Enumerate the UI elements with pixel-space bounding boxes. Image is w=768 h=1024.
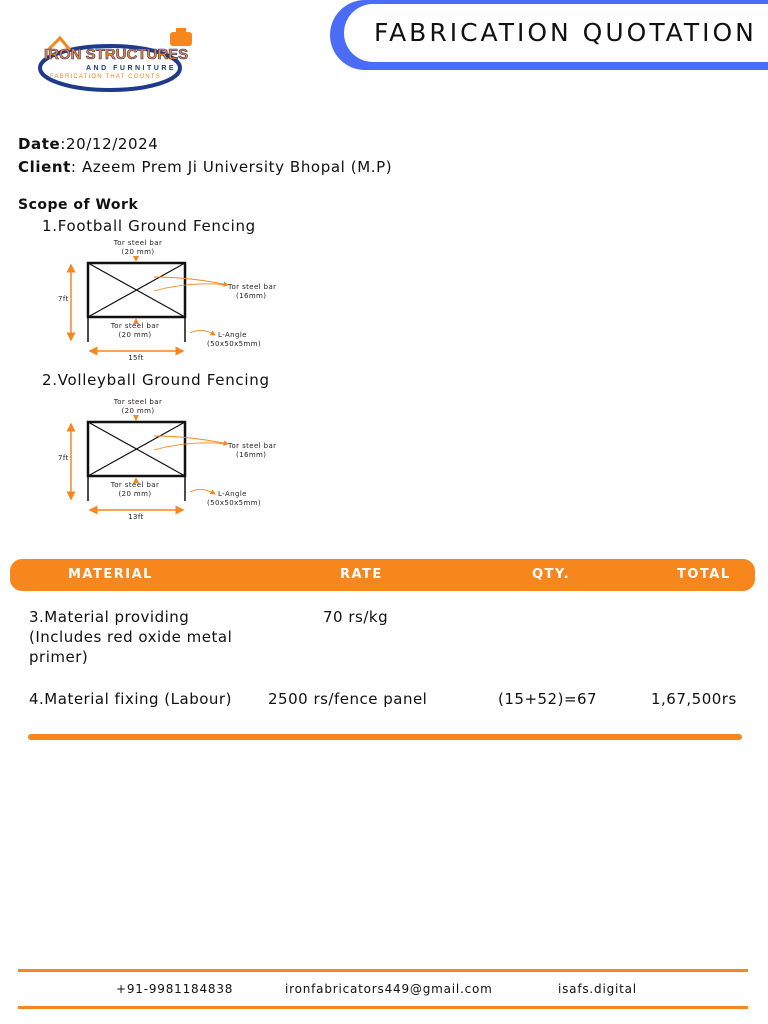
date-label: Date bbox=[18, 135, 61, 153]
angle-size: (50x50x5mm) bbox=[207, 340, 262, 348]
table-bottom-rule bbox=[28, 734, 742, 740]
scope-item-volleyball: 2.Volleyball Ground Fencing bbox=[42, 371, 270, 389]
side-bar-pointer-2 bbox=[154, 443, 228, 450]
company-logo bbox=[38, 28, 200, 94]
logo-sofa-icon bbox=[170, 32, 192, 46]
bottom-bar-size: (20 mm) bbox=[118, 331, 152, 339]
table-row-2-total: 1,67,500rs bbox=[651, 690, 737, 708]
header-material: MATERIAL bbox=[68, 567, 153, 582]
client-label: Client bbox=[18, 158, 71, 176]
client-line bbox=[18, 158, 392, 176]
table-row-1-rate: 70 rs/kg bbox=[323, 608, 389, 626]
side-bar-size: (16mm) bbox=[236, 292, 267, 300]
side-bar-label: Tor steel bar bbox=[228, 283, 277, 291]
side-bar-pointer-2 bbox=[154, 284, 228, 291]
date-line bbox=[18, 135, 158, 153]
width-label: 15ft bbox=[128, 354, 144, 362]
height-label: 7ft bbox=[58, 295, 69, 303]
top-bar-size: (20 mm) bbox=[121, 248, 155, 256]
row-1-material-line3: primer) bbox=[29, 648, 89, 666]
document-title: FABRICATION QUOTATION bbox=[374, 18, 757, 47]
logo-line2: AND FURNITURE bbox=[86, 65, 177, 72]
angle-pointer bbox=[190, 330, 215, 335]
top-bar-label: Tor steel bar bbox=[113, 398, 163, 406]
date-value: :20/12/2024 bbox=[60, 135, 159, 153]
row-1-material-line1: 3.Material providing bbox=[29, 608, 190, 626]
top-bar-size: (20 mm) bbox=[121, 407, 155, 415]
table-row-2-qty: (15+52)=67 bbox=[498, 690, 598, 708]
side-bar-size: (16mm) bbox=[236, 451, 267, 459]
table-row-1-material bbox=[29, 607, 269, 667]
angle-label: L-Angle bbox=[218, 490, 247, 498]
football-fence-diagram bbox=[50, 237, 290, 367]
width-label: 13ft bbox=[128, 513, 144, 521]
footer-bottom-rule bbox=[18, 1006, 748, 1009]
table-row-2-material: 4.Material fixing (Labour) bbox=[29, 690, 232, 708]
header-rate: RATE bbox=[340, 567, 383, 582]
angle-pointer bbox=[190, 489, 215, 494]
logo-sofa-back bbox=[176, 28, 186, 34]
row-1-material-line2: (Includes red oxide metal bbox=[29, 628, 233, 646]
angle-size: (50x50x5mm) bbox=[207, 499, 262, 507]
client-value: : Azeem Prem Ji University Bhopal (M.P) bbox=[70, 158, 393, 176]
angle-label: L-Angle bbox=[218, 331, 247, 339]
logo-line1: IRON STRUCTURES bbox=[44, 46, 189, 63]
footer-phone[interactable]: +91-9981184838 bbox=[116, 982, 234, 996]
top-bar-label: Tor steel bar bbox=[113, 239, 163, 247]
footer-website[interactable]: isafs.digital bbox=[558, 982, 637, 996]
scope-heading: Scope of Work bbox=[18, 197, 139, 213]
side-bar-label: Tor steel bar bbox=[228, 442, 277, 450]
header-qty: QTY. bbox=[532, 567, 571, 582]
scope-item-football: 1.Football Ground Fencing bbox=[42, 217, 256, 235]
footer-email[interactable]: ironfabricators449@gmail.com bbox=[285, 982, 493, 996]
volleyball-fence-diagram bbox=[50, 396, 290, 526]
height-label: 7ft bbox=[58, 454, 69, 462]
table-row-2-rate: 2500 rs/fence panel bbox=[268, 690, 428, 708]
footer-top-rule bbox=[18, 969, 748, 972]
bottom-bar-size: (20 mm) bbox=[118, 490, 152, 498]
bottom-bar-label: Tor steel bar bbox=[110, 322, 160, 330]
bottom-bar-label: Tor steel bar bbox=[110, 481, 160, 489]
logo-tagline: FABRICATION THAT COUNTS bbox=[50, 74, 161, 80]
table-header bbox=[10, 559, 755, 591]
header-total: TOTAL bbox=[677, 567, 731, 582]
